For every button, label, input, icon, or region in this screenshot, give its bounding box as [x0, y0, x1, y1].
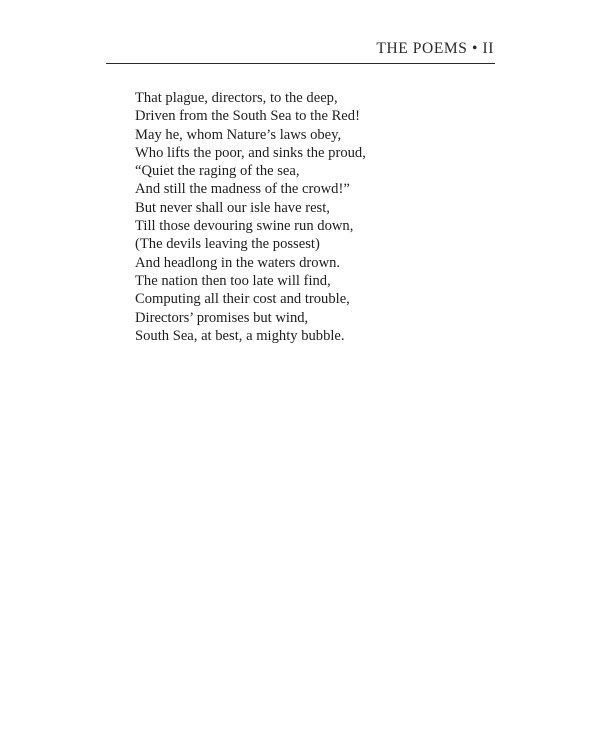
poem-line: (The devils leaving the possest): [135, 236, 320, 253]
poem-line: Computing all their cost and trouble,: [135, 291, 350, 308]
poem-text: [135, 89, 475, 345]
header-rule: [106, 63, 495, 64]
poem-line: But never shall our isle have rest,: [135, 199, 330, 216]
poem-line: Driven from the South Sea to the Red!: [135, 108, 360, 125]
poem-line: “Quiet the raging of the sea,: [135, 163, 300, 180]
poem-line: The nation then too late will find,: [135, 272, 331, 289]
poem-line: Directors’ promises but wind,: [135, 309, 309, 326]
running-header: THE POEMS • II: [376, 40, 494, 57]
poem-line: And still the madness of the crowd!”: [135, 181, 350, 198]
poem-line: That plague, directors, to the deep,: [135, 90, 338, 106]
poem-line: May he, whom Nature’s laws obey,: [135, 126, 342, 143]
poem-line: And headlong in the waters drown.: [135, 254, 341, 271]
poem-line: South Sea, at best, a mighty bubble.: [135, 327, 345, 344]
poem-line: Who lifts the poor, and sinks the proud,: [135, 144, 366, 161]
poem-line: Till those devouring swine run down,: [135, 218, 354, 235]
